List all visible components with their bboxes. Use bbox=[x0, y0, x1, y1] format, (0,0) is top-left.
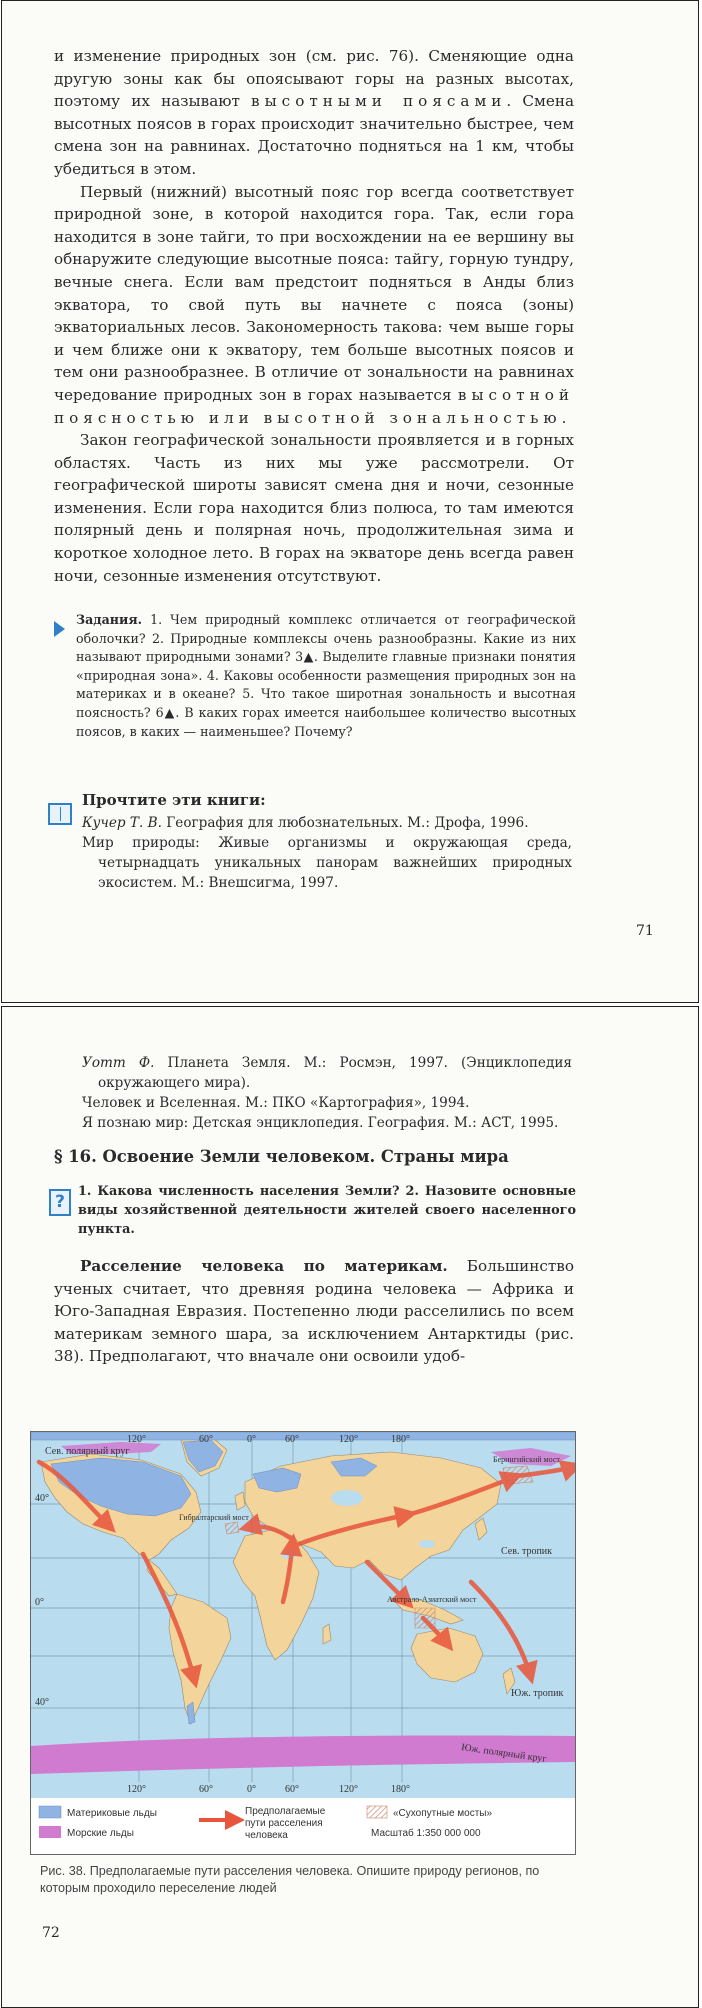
book-icon bbox=[48, 803, 72, 825]
page-number: 71 bbox=[636, 923, 654, 939]
books-list bbox=[82, 813, 572, 893]
section-text-block bbox=[54, 1255, 574, 1368]
tasks-marker-icon bbox=[54, 621, 65, 637]
question-icon: ? bbox=[49, 1189, 71, 1216]
book-item: Мир природы: Живые организмы и окружающая среда, четырнадцать уникальных панорам важнейших природных экосистем. М.: Внешсигма, 1997. bbox=[82, 835, 572, 891]
lon-label: 120° bbox=[339, 1784, 358, 1795]
lon-label: 0° bbox=[247, 1784, 256, 1795]
section-title: § 16. Освоение Земли человеком. Страны мира bbox=[54, 1147, 509, 1166]
legend-swatch-continental-ice bbox=[39, 1806, 61, 1818]
paragraph-1 bbox=[54, 45, 574, 181]
lon-label: 0° bbox=[247, 1434, 256, 1445]
bering-bridge-label: Берингийский мост bbox=[493, 1455, 560, 1464]
lon-label: 120° bbox=[339, 1434, 358, 1445]
lat-label: 40° bbox=[35, 1493, 49, 1504]
lon-label: 120° bbox=[127, 1784, 146, 1795]
book-author: Кучер Т. В. bbox=[82, 815, 162, 831]
gibraltar-bridge bbox=[225, 1522, 239, 1534]
main-text-block bbox=[54, 45, 574, 587]
paragraph-settlement bbox=[54, 1255, 574, 1368]
inland-lake bbox=[331, 1490, 363, 1506]
legend-continental-ice: Материковые льды bbox=[67, 1808, 157, 1819]
term-altitude-zonality: высотной поясностью или высотной зональностью bbox=[54, 385, 574, 427]
figure-caption: Рис. 38. Предполагаемые пути расселения человека. Опишите природу регионов, по которым проходило переселение людей bbox=[40, 1864, 540, 1895]
gibraltar-bridge-label: Гибралтарский мост bbox=[179, 1513, 249, 1522]
legend-routes-wrap bbox=[193, 1806, 343, 1846]
lon-label: 120° bbox=[127, 1434, 146, 1445]
book-item bbox=[82, 813, 572, 833]
book-title: География для любознательных. М.: Дрофа, 1996. bbox=[161, 815, 529, 831]
paragraph-2 bbox=[54, 181, 574, 430]
map-scale: Масштаб 1:350 000 000 bbox=[371, 1828, 481, 1839]
book-item bbox=[82, 1053, 572, 1093]
paragraph-lead: Расселение человека по материкам. bbox=[80, 1257, 448, 1275]
legend-swatch-bridges bbox=[367, 1806, 387, 1818]
book-item: Я познаю мир: Детская энциклопедия. География. М.: АСТ, 1995. bbox=[82, 1115, 559, 1131]
lat-label: 0° bbox=[35, 1597, 44, 1608]
books-heading: Прочтите эти книги: bbox=[82, 791, 266, 809]
page-number: 72 bbox=[42, 1925, 60, 1941]
books-list-continued bbox=[82, 1053, 572, 1133]
review-questions: 1. Какова численность населения Земли? 2. Назовите основные виды хозяйственной деятельности жителей своего населенного пункта. bbox=[78, 1184, 576, 1237]
legend-sea-ice: Морские льды bbox=[67, 1828, 134, 1839]
map-svg bbox=[31, 1432, 576, 1855]
page-71 bbox=[1, 0, 699, 1003]
lon-label: 180° bbox=[391, 1434, 410, 1445]
lon-label: 60° bbox=[199, 1784, 213, 1795]
arctic-circle-label: Сев. полярный круг bbox=[45, 1446, 130, 1457]
paragraph-2-text-a: Первый (нижний) высотный пояс гор всегда соответствует природной зоне, в которой находится гора. Так, если гора находится в зоне тайги, то при восхождении на ее вершину вы обнаружите следующие высотные пояса: тайгу, горную тундру, вечные снега. Если вам предстоит подняться в Анды близ экватора, то свой путь вы начнете с пояса (зоны) экваториальных лесов. Закономерность такова: чем выше горы и чем ближе они к экватору, тем больше высотных поясов и тем они разнообразнее. В отличие от зональности на равнинах чередование природных зон в горах называется bbox=[54, 182, 574, 404]
lon-label: 180° bbox=[391, 1784, 410, 1795]
legend-land-bridges: «Сухопутные мосты» bbox=[393, 1808, 493, 1819]
paragraph-2-text-b: . bbox=[561, 408, 567, 427]
antarctic-circle-label: Юж. полярный круг bbox=[460, 1742, 548, 1765]
paragraph-1-text-b: . Смена высотных поясов в горах происходит значительно быстрее, чем смена зон на равнинах. Достаточно подняться на 1 км, чтобы убедиться в этом. bbox=[54, 92, 575, 178]
tasks-block bbox=[76, 611, 576, 741]
settlement-map bbox=[30, 1431, 576, 1855]
book-title: Планета Земля. М.: Росмэн, 1997. (Энциклопедия окружающего мира). bbox=[98, 1055, 572, 1091]
book-author: Уотт Ф. bbox=[82, 1055, 155, 1071]
page-72 bbox=[1, 1006, 699, 2008]
paragraph-1-text-a: и изменение природных зон (см. рис. 76). Сменяющие одна другую зоны как бы опоясывают горы на разных высотах, поэтому их называют bbox=[54, 47, 574, 111]
book-item: Человек и Вселенная. М.: ПКО «Картография», 1994. bbox=[82, 1095, 470, 1111]
tasks-text: 1. Чем природный комплекс отличается от географической оболочки? 2. Природные комплексы очень разнообразны. Какие из них называют природными зонами? 3▲. Выделите главные признаки понятия «природная зона». 4. Каковы особенности размещения природных зон на материках и в океане? 5. Что такое широтная зональность и высотная поясность? 6▲. В каких горах имеется наибольшее количество высотных поясов, в каких — наименьшее? Почему? bbox=[76, 612, 576, 739]
paragraph-3: Закон географической зональности проявляется и в горных областях. Часть из них мы уже рассмотрели. От географической широты зависят смена дня и ночи, сезонные изменения. Если гора находится близ полюса, то там имеются полярный день и полярная ночь, продолжительная зима и короткое холодное лето. В горах на экваторе день всегда равен ночи, сезонные изменения отсутствуют. bbox=[54, 431, 574, 585]
paragraph-text: Большинство ученых считает, что древняя родина человека — Африка и Юго-Западная Евразия. Постепенно люди расселились по всем материкам земного шара, за исключением Антарктиды (рис. 38). Предполагают, что вначале они освоили удоб- bbox=[54, 1257, 574, 1366]
lon-label: 60° bbox=[199, 1434, 213, 1445]
lon-label: 60° bbox=[285, 1434, 299, 1445]
tasks-label: Задания. bbox=[76, 612, 143, 627]
tropic-north-label: Сев. тропик bbox=[501, 1546, 553, 1557]
tropic-south-label: Юж. тропик bbox=[511, 1688, 564, 1699]
australasian-bridge-label: Австрало-Азиатский мост bbox=[387, 1595, 477, 1604]
inland-lake bbox=[419, 1540, 435, 1548]
term-altitude-belts: высотными поясами bbox=[251, 92, 507, 111]
lat-label: 40° bbox=[35, 1697, 49, 1708]
legend-swatch-sea-ice bbox=[39, 1826, 61, 1838]
ice-north-strip bbox=[31, 1432, 576, 1440]
legend-routes: Предполагаемые пути расселения человека bbox=[245, 1806, 326, 1841]
lon-label: 60° bbox=[285, 1784, 299, 1795]
